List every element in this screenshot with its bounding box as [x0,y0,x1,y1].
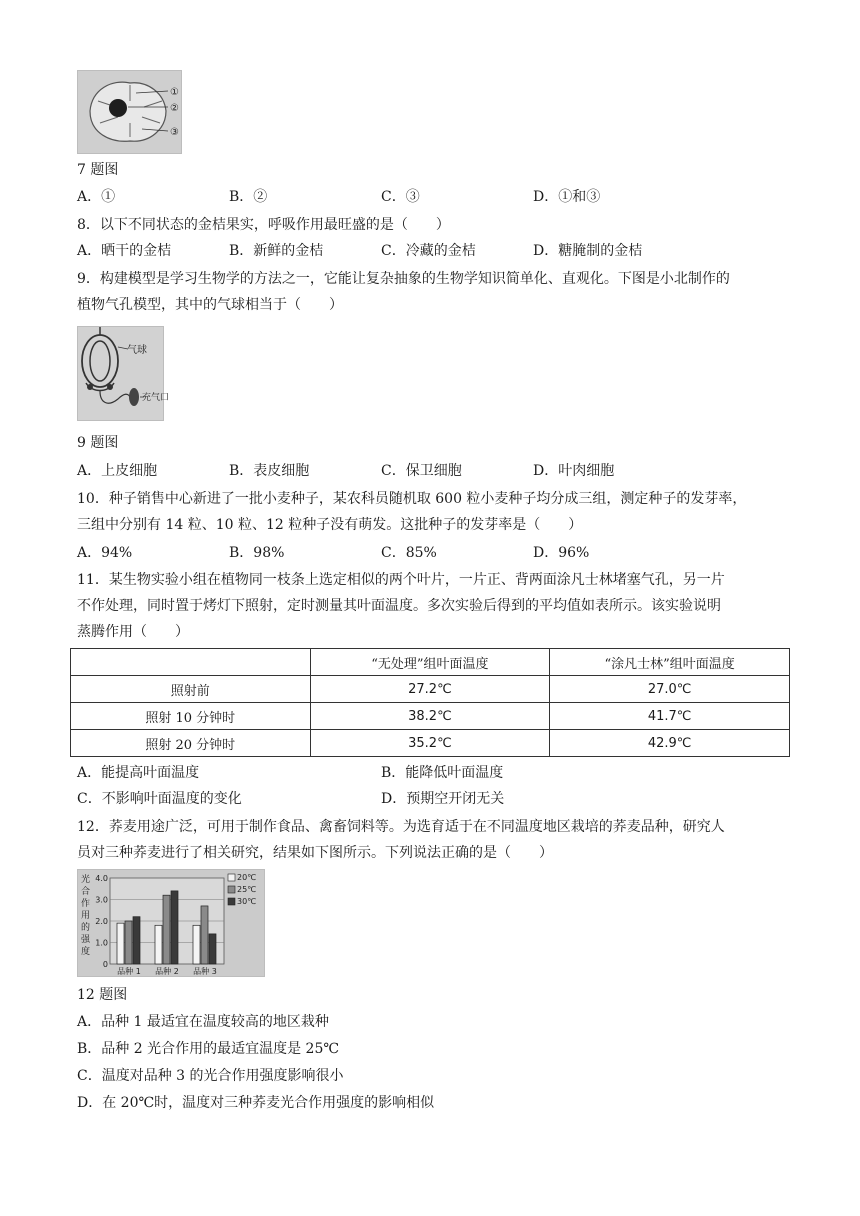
x-tick-label: 品种 2 [155,967,179,976]
q11-temperature-table [70,648,790,757]
y-axis-label-char: 强 [81,935,91,945]
q9-stem-line2: 植物气孔模型，其中的气球相当于（ ） [77,297,343,313]
table-row [71,730,790,757]
q7-leaf-figure [77,70,182,154]
q7-option-b[interactable]: B．② [229,189,268,205]
legend-swatch [228,886,235,893]
q7-option-a[interactable]: A．① [77,189,116,205]
q9-stem-line1: 9．构建模型是学习生物学的方法之一，它能让复杂抽象的生物学知识简单化、直观化。下图是小北制作的 [77,271,730,287]
table-header-cell: “涂凡士林”组叶面温度 [550,649,790,676]
air-inlet-label: 充气口 [142,393,170,403]
label-3: ③ [170,127,179,138]
table-header-cell [71,649,311,676]
q9-option-c[interactable]: C．保卫细胞 [381,463,462,479]
bar [201,906,208,964]
y-tick-label: 4.0 [95,874,108,883]
y-axis-label-char: 度 [81,947,91,957]
table-cell: 照射前 [71,676,311,703]
bar [163,895,170,964]
q12-bar-chart-figure [77,869,265,977]
bar-chart [78,870,264,976]
q11-option-b[interactable]: B．能降低叶面温度 [381,765,504,781]
table-row [71,703,790,730]
q10-option-b[interactable]: B．98% [229,545,285,561]
q10-option-c[interactable]: C．85% [381,545,437,561]
table-cell: 27.2℃ [310,676,550,703]
q11-option-c[interactable]: C．不影响叶面温度的变化 [77,791,242,807]
q11-stem-line3: 蒸腾作用（ ） [77,624,189,640]
y-tick-label: 1.0 [95,938,108,948]
q9-option-a[interactable]: A．上皮细胞 [77,463,158,479]
q8-option-d[interactable]: D．糖腌制的金桔 [533,243,643,259]
q9-option-b[interactable]: B．表皮细胞 [229,463,310,479]
q7-option-c[interactable]: C．③ [381,189,420,205]
table-cell: 41.7℃ [550,703,790,730]
q7-option-d[interactable]: D．①和③ [533,189,601,205]
table-header-row [71,649,790,676]
q8-option-b[interactable]: B．新鲜的金桔 [229,243,324,259]
table-cell: 38.2℃ [310,703,550,730]
q11-option-a[interactable]: A．能提高叶面温度 [77,765,200,781]
q8-option-a[interactable]: A．晒干的金桔 [77,243,172,259]
table-cell: 42.9℃ [550,730,790,757]
balloon-model-drawing [78,327,170,420]
y-axis-label-char: 作 [81,899,91,909]
bar [155,925,162,964]
q12-option-b[interactable]: B．品种 2 光合作用的最适宜温度是 25℃ [77,1041,340,1057]
q12-option-a[interactable]: A．品种 1 最适宜在温度较高的地区栽种 [77,1014,329,1030]
y-tick-label: 3.0 [95,895,108,905]
balloon-label: 气球 [127,345,147,356]
legend-swatch [228,874,235,881]
q12-stem-line2: 员对三种荞麦进行了相关研究，结果如下图所示。下列说法正确的是（ ） [77,845,553,861]
q12-option-c[interactable]: C．温度对品种 3 的光合作用强度影响很小 [77,1068,344,1084]
table-row [71,676,790,703]
legend-entry: 20℃ [237,873,257,882]
bar [209,934,216,964]
y-axis-label-char: 合 [81,887,91,897]
table-cell: 照射 20 分钟时 [71,730,311,757]
q10-stem-line1: 10．种子销售中心新进了一批小麦种子，某农科员随机取 600 粒小麦种子均分成三组，测定种子的发芽率， [77,491,747,507]
q10-option-d[interactable]: D．96% [533,545,590,561]
bar [133,917,140,964]
y-axis-label-char: 光 [81,875,91,885]
q11-stem-line2: 不作处理，同时置于烤灯下照射，定时测量其叶面温度。多次实验后得到的平均值如表所示。该实验说明 [77,598,721,614]
q12-caption: 12 题图 [77,987,128,1003]
bar [117,923,124,964]
q11-stem-line1: 11．某生物实验小组在植物同一枝条上选定相似的两个叶片，一片正、背两面涂凡士林堵塞气孔，另一片 [77,572,725,588]
legend-swatch [228,898,235,905]
leaf-drawing [78,71,181,153]
q8-stem: 8．以下不同状态的金桔果实，呼吸作用最旺盛的是（ ） [77,217,450,233]
q8-option-c[interactable]: C．冷藏的金桔 [381,243,476,259]
x-tick-label: 品种 1 [117,967,141,976]
table-cell: 照射 10 分钟时 [71,703,311,730]
q10-option-a[interactable]: A．94% [77,545,133,561]
label-1: ① [170,87,179,98]
y-tick-label: 0 [102,960,108,969]
bar [125,921,132,964]
q10-stem-line2: 三组中分别有 14 粒、10 粒、12 粒种子没有萌发。这批种子的发芽率是（ ） [77,517,583,533]
y-axis-label-char: 的 [81,923,91,933]
y-tick-label: 2.0 [95,917,108,926]
bar [193,925,200,964]
label-2: ② [170,103,179,114]
q11-option-d[interactable]: D．预期空开闭无关 [381,791,505,807]
bar [171,891,178,964]
q12-stem-line1: 12．荞麦用途广泛，可用于制作食品、禽畜饲料等。为选育适于在不同温度地区栽培的荞麦品种，研究人 [77,819,725,835]
q12-option-d[interactable]: D．在 20℃时，温度对三种荞麦光合作用强度的影响相似 [77,1095,435,1111]
table-cell: 27.0℃ [550,676,790,703]
legend-entry: 30℃ [237,897,257,906]
dark-spot [109,99,127,117]
q9-option-d[interactable]: D．叶肉细胞 [533,463,615,479]
q9-stomata-model-figure [77,326,170,421]
q9-caption: 9 题图 [77,435,119,451]
legend-entry: 25℃ [237,885,257,894]
q7-caption: 7 题图 [77,162,119,178]
table-cell: 35.2℃ [310,730,550,757]
y-axis-label-char: 用 [81,911,91,921]
x-tick-label: 品种 3 [193,967,217,976]
table-header-cell: “无处理”组叶面温度 [310,649,550,676]
